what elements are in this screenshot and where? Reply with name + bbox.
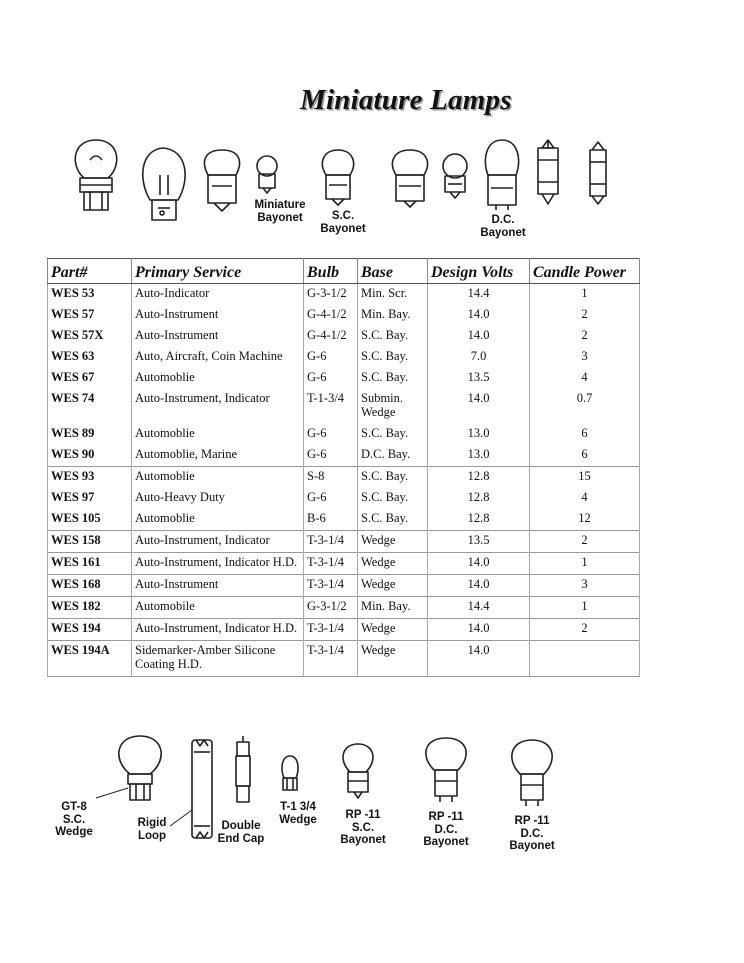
- part-cell: WES 158: [48, 531, 132, 553]
- service-cell: Auto-Instrument, Indicator H.D.: [132, 553, 304, 575]
- bulb-cell: G-3-1/2: [304, 284, 358, 306]
- service-cell: Auto-Instrument: [132, 305, 304, 326]
- rp11-bayonet-bulb-icon: [426, 738, 466, 802]
- bulb-cell: B-6: [304, 509, 358, 531]
- rp11-bayonet-bulb-icon: [512, 740, 552, 806]
- bulb-cell: G-3-1/2: [304, 597, 358, 619]
- candle-power-cell: 15: [530, 467, 640, 489]
- candle-power-cell: 6: [530, 445, 640, 467]
- header-design-volts: Design Volts: [428, 259, 530, 284]
- part-cell: WES 182: [48, 597, 132, 619]
- table-row: [48, 424, 640, 445]
- part-cell: WES 67: [48, 368, 132, 389]
- candle-power-cell: 2: [530, 305, 640, 326]
- volts-cell: 14.4: [428, 284, 530, 306]
- volts-cell: 14.0: [428, 575, 530, 597]
- base-cell: S.C. Bay.: [358, 368, 428, 389]
- candle-power-cell: 2: [530, 531, 640, 553]
- volts-cell: 14.0: [428, 305, 530, 326]
- candle-power-cell: 4: [530, 368, 640, 389]
- service-cell: Auto-Instrument, Indicator: [132, 531, 304, 553]
- round-bayonet-bulb-icon: [392, 150, 427, 207]
- candle-power-cell: 0.7: [530, 389, 640, 424]
- volts-cell: 13.0: [428, 445, 530, 467]
- gt8-wedge-bulb-icon: [96, 736, 161, 800]
- miniature-bayonet-bulb-icon: [257, 156, 277, 193]
- candle-power-cell: [530, 641, 640, 677]
- service-cell: Automobile: [132, 597, 304, 619]
- candle-power-cell: 3: [530, 575, 640, 597]
- bulb-cell: S-8: [304, 467, 358, 489]
- bulb-cell: G-4-1/2: [304, 326, 358, 347]
- miniature-bayonet-label: Miniature Bayonet: [254, 199, 306, 224]
- part-cell: WES 74: [48, 389, 132, 424]
- rp11-dc-bayonet-label: RP -11 D.C. Bayonet: [509, 815, 555, 852]
- part-cell: WES 194A: [48, 641, 132, 677]
- table-row: [48, 347, 640, 368]
- base-cell: Min. Scr.: [358, 284, 428, 306]
- volts-cell: 12.8: [428, 488, 530, 509]
- volts-cell: 14.0: [428, 326, 530, 347]
- festoon-bulb-icon: [538, 140, 558, 204]
- volts-cell: 13.5: [428, 531, 530, 553]
- base-cell: Min. Bay.: [358, 597, 428, 619]
- wedge-bulb-icon: [75, 140, 116, 210]
- service-cell: Auto-Instrument, Indicator: [132, 389, 304, 424]
- bulb-cell: G-6: [304, 347, 358, 368]
- t1-wedge-bulb-icon: [282, 756, 298, 790]
- table-row: [48, 597, 640, 619]
- bulb-cell: T-3-1/4: [304, 575, 358, 597]
- t1-wedge-label: T-1 3/4 Wedge: [279, 801, 317, 826]
- base-cell: S.C. Bay.: [358, 347, 428, 368]
- table-row: [48, 305, 640, 326]
- candle-power-cell: 4: [530, 488, 640, 509]
- base-cell: S.C. Bay.: [358, 467, 428, 489]
- part-cell: WES 97: [48, 488, 132, 509]
- candle-power-cell: 2: [530, 619, 640, 641]
- service-cell: Auto, Aircraft, Coin Machine: [132, 347, 304, 368]
- part-cell: WES 89: [48, 424, 132, 445]
- bulb-cell: G-4-1/2: [304, 305, 358, 326]
- volts-cell: 12.8: [428, 467, 530, 489]
- part-cell: WES 161: [48, 553, 132, 575]
- service-cell: Auto-Instrument, Indicator H.D.: [132, 619, 304, 641]
- sc-bayonet-label: S.C. Bayonet: [320, 210, 366, 235]
- part-cell: WES 90: [48, 445, 132, 467]
- table-row: [48, 488, 640, 509]
- part-cell: WES 194: [48, 619, 132, 641]
- bulb-cell: G-6: [304, 488, 358, 509]
- base-cell: S.C. Bay.: [358, 509, 428, 531]
- service-cell: Auto-Instrument: [132, 326, 304, 347]
- table-row: [48, 368, 640, 389]
- bulb-cell: G-6: [304, 368, 358, 389]
- volts-cell: 7.0: [428, 347, 530, 368]
- base-cell: S.C. Bay.: [358, 488, 428, 509]
- table-row: [48, 284, 640, 306]
- volts-cell: 14.4: [428, 597, 530, 619]
- service-cell: Automoblie: [132, 467, 304, 489]
- bulb-cell: G-6: [304, 424, 358, 445]
- base-cell: Submin. Wedge: [358, 389, 428, 424]
- volts-cell: 14.0: [428, 641, 530, 677]
- double-end-cap-label: Double End Cap: [217, 820, 265, 845]
- dc-bayonet-bulb-icon: [485, 140, 518, 210]
- candle-power-cell: 1: [530, 284, 640, 306]
- part-cell: WES 57: [48, 305, 132, 326]
- header-part: Part#: [48, 259, 132, 284]
- gt8-sc-wedge-label: GT-8 S.C. Wedge: [55, 801, 93, 838]
- part-cell: WES 63: [48, 347, 132, 368]
- service-cell: Automoblie: [132, 368, 304, 389]
- volts-cell: 14.0: [428, 553, 530, 575]
- base-cell: Wedge: [358, 553, 428, 575]
- festoon-bulb-icon: [590, 142, 606, 204]
- service-cell: Sidemarker-Amber Silicone Coating H.D.: [132, 641, 304, 677]
- volts-cell: 12.8: [428, 509, 530, 531]
- bulb-cell: G-6: [304, 445, 358, 467]
- part-cell: WES 168: [48, 575, 132, 597]
- table-row: [48, 509, 640, 531]
- service-cell: Automoblie, Marine: [132, 445, 304, 467]
- candle-power-cell: 3: [530, 347, 640, 368]
- base-cell: S.C. Bay.: [358, 424, 428, 445]
- bulb-cell: T-1-3/4: [304, 389, 358, 424]
- base-cell: Wedge: [358, 531, 428, 553]
- base-cell: Wedge: [358, 575, 428, 597]
- base-cell: Wedge: [358, 641, 428, 677]
- bulb-cell: T-3-1/4: [304, 619, 358, 641]
- rp11-sc-bayonet-label: RP -11 S.C. Bayonet: [340, 809, 386, 846]
- part-cell: WES 57X: [48, 326, 132, 347]
- rp11-bayonet-bulb-icon: [343, 744, 373, 798]
- candle-power-cell: 2: [530, 326, 640, 347]
- header-candle-power: Candle Power: [530, 259, 640, 284]
- table-row: [48, 467, 640, 489]
- base-cell: Min. Bay.: [358, 305, 428, 326]
- table-row: [48, 619, 640, 641]
- part-cell: WES 93: [48, 467, 132, 489]
- volts-cell: 14.0: [428, 389, 530, 424]
- round-bayonet-bulb-icon: [204, 150, 239, 211]
- header-base: Base: [358, 259, 428, 284]
- candle-power-cell: 1: [530, 597, 640, 619]
- rp11-dc-bayonet-label: RP -11 D.C. Bayonet: [423, 811, 469, 848]
- service-cell: Auto-Instrument: [132, 575, 304, 597]
- candle-power-cell: 12: [530, 509, 640, 531]
- base-cell: S.C. Bay.: [358, 326, 428, 347]
- volts-cell: 13.5: [428, 368, 530, 389]
- volts-cell: 14.0: [428, 619, 530, 641]
- table-row: [48, 641, 640, 677]
- table-row: [48, 445, 640, 467]
- table-row: [48, 389, 640, 424]
- service-cell: Automoblie: [132, 509, 304, 531]
- bulb-cell: T-3-1/4: [304, 531, 358, 553]
- table-row: [48, 575, 640, 597]
- table-row: [48, 553, 640, 575]
- service-cell: Auto-Heavy Duty: [132, 488, 304, 509]
- part-cell: WES 53: [48, 284, 132, 306]
- table-row: [48, 531, 640, 553]
- dc-bayonet-label: D.C. Bayonet: [480, 214, 526, 239]
- large-wedge-bulb-icon: [143, 148, 185, 220]
- part-cell: WES 105: [48, 509, 132, 531]
- service-cell: Auto-Indicator: [132, 284, 304, 306]
- small-bayonet-bulb-icon: [443, 154, 467, 198]
- bulb-cell: T-3-1/4: [304, 553, 358, 575]
- volts-cell: 13.0: [428, 424, 530, 445]
- table-header-row: [48, 259, 640, 284]
- candle-power-cell: 1: [530, 553, 640, 575]
- page-title: Miniature Lamps: [300, 84, 512, 116]
- service-cell: Automoblie: [132, 424, 304, 445]
- header-bulb: Bulb: [304, 259, 358, 284]
- header-primary-service: Primary Service: [132, 259, 304, 284]
- candle-power-cell: 6: [530, 424, 640, 445]
- sc-bayonet-bulb-icon: [322, 150, 353, 205]
- base-cell: Wedge: [358, 619, 428, 641]
- lamp-table: [47, 258, 640, 677]
- table-row: [48, 326, 640, 347]
- double-end-cap-bulb-icon: [236, 736, 250, 802]
- base-cell: D.C. Bay.: [358, 445, 428, 467]
- bulb-cell: T-3-1/4: [304, 641, 358, 677]
- rigid-loop-label: Rigid Loop: [137, 817, 167, 842]
